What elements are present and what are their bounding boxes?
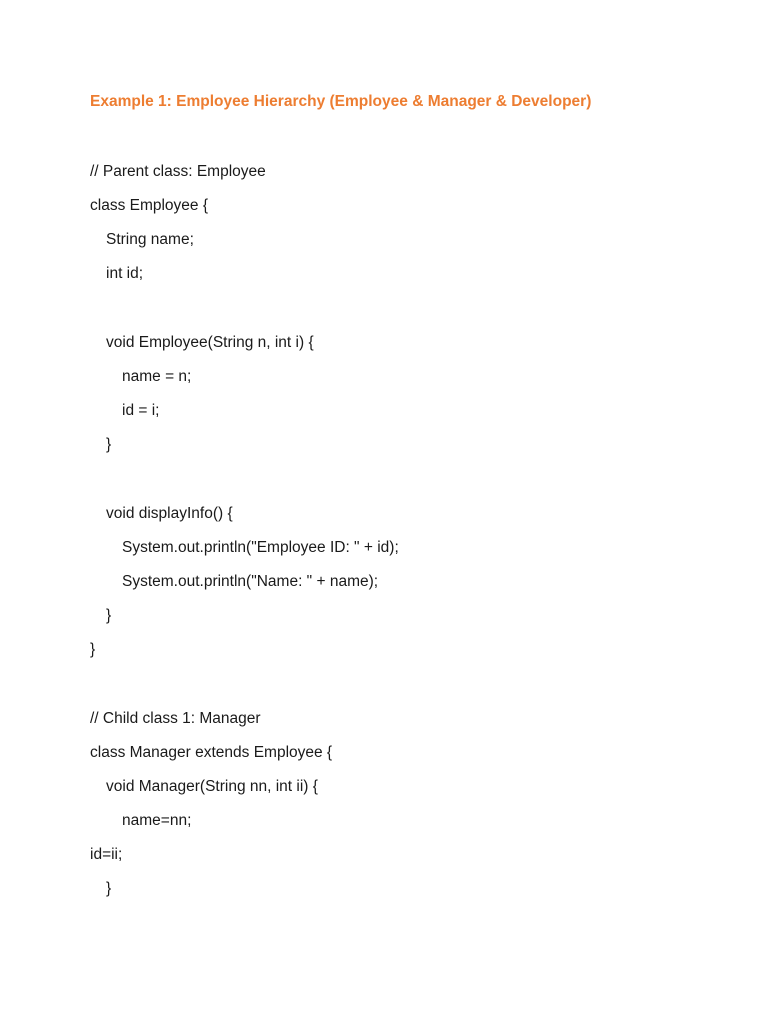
code-line-class-employee: class Employee { <box>90 197 209 214</box>
code-line-class-manager: class Manager extends Employee { <box>90 744 333 761</box>
code-line-close-brace: } <box>106 436 112 453</box>
code-comment-parent-class: // Parent class: Employee <box>90 163 266 180</box>
code-line-close-class: } <box>90 641 96 658</box>
code-line-field-id: int id; <box>106 265 144 282</box>
code-line-close-brace: } <box>106 880 112 897</box>
code-comment-child-class: // Child class 1: Manager <box>90 710 261 727</box>
code-line-print-name: System.out.println("Name: " + name); <box>122 573 379 590</box>
example-heading: Example 1: Employee Hierarchy (Employee & Manager & Developer) <box>90 93 592 110</box>
code-line-close-brace: } <box>106 607 112 624</box>
code-line-assign-name: name = n; <box>122 368 192 385</box>
code-line-field-name: String name; <box>106 231 194 248</box>
code-line-employee-method: void Employee(String n, int i) { <box>106 334 314 351</box>
code-line-print-id: System.out.println("Employee ID: " + id); <box>122 539 399 556</box>
code-line-manager-method: void Manager(String nn, int ii) { <box>106 778 318 795</box>
code-line-assign-name-nn: name=nn; <box>122 812 192 829</box>
code-line-assign-id: id = i; <box>122 402 160 419</box>
code-line-display-info: void displayInfo() { <box>106 505 233 522</box>
code-line-assign-id-ii: id=ii; <box>90 846 123 863</box>
